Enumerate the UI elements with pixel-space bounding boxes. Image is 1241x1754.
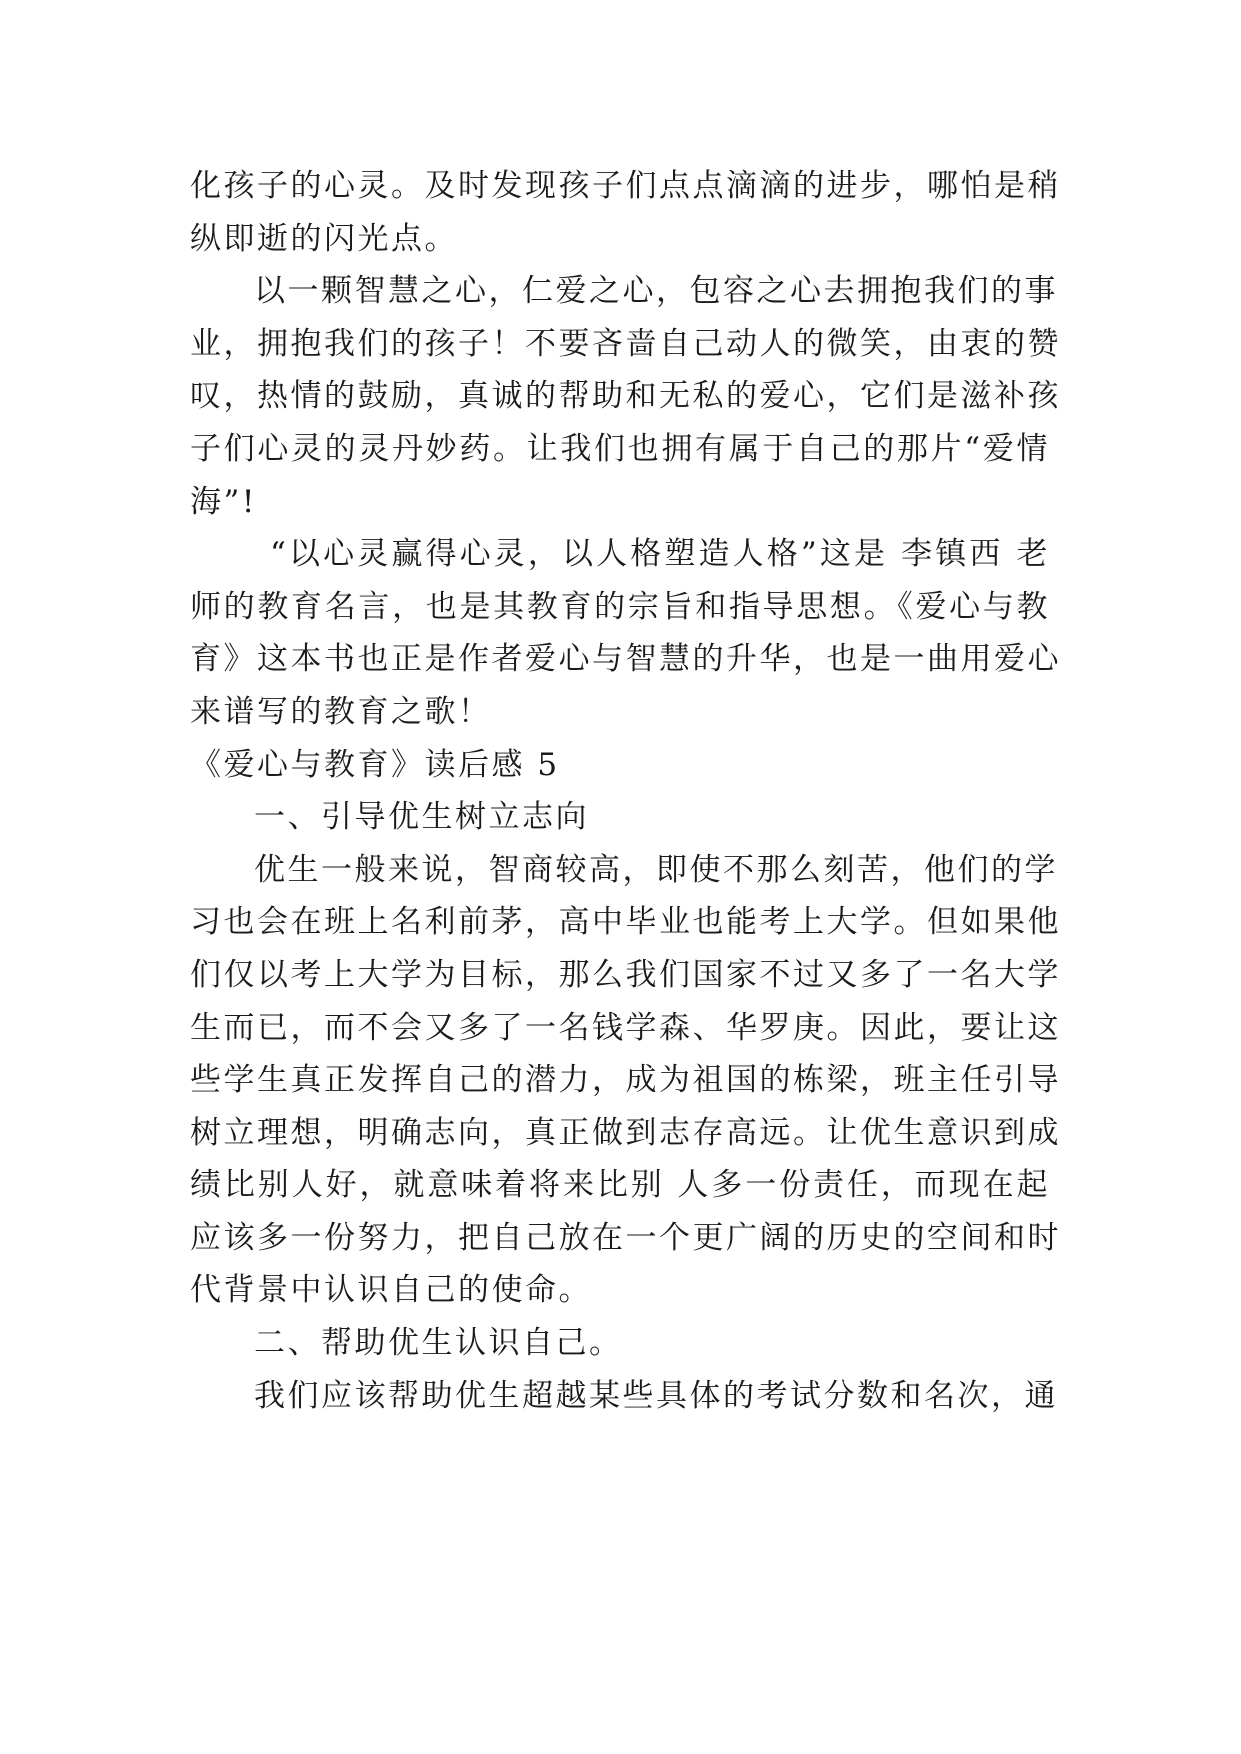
text-line: 代背景中认识自己的使命。 [190, 1272, 592, 1309]
paragraph-gifted-students [190, 844, 1061, 1317]
section-title [190, 739, 1050, 792]
document-title: 《爱心与教育》读后感 5 [190, 746, 560, 783]
paragraph-self-knowledge [190, 1370, 1058, 1423]
text-line: 绩比别人好，就意味着将来比别 人多一份责任，而现在起 [190, 1167, 1050, 1204]
paragraph-quote [190, 528, 1061, 738]
text-line: 业，拥抱我们的孩子！不要吝啬自己动人的微笑，由衷的赞 [190, 325, 1061, 362]
text-line: 育》这本书也正是作者爱心与智慧的升华，也是一曲用爱心 [190, 641, 1061, 678]
text-line: 来谱写的教育之歌！ [190, 693, 492, 730]
subheading-text: 一、引导优生树立志向 [254, 799, 589, 836]
text-line: 纵即逝的闪光点。 [190, 220, 458, 257]
text-line: “以心灵赢得心灵，以人格塑造人格”这是 李镇西 老 [270, 536, 1050, 573]
text-line: 应该多一份努力，把自己放在一个更广阔的历史的空间和时 [190, 1219, 1061, 1256]
document-body [190, 160, 1061, 1422]
text-line: 海”! [190, 483, 257, 520]
text-line: 叹，热情的鼓励，真诚的帮助和无私的爱心，它们是滋补孩 [190, 378, 1061, 415]
subheading-1 [190, 791, 1050, 844]
text-line: 们仅以考上大学为目标，那么我们国家不过又多了一名大学 [190, 956, 1061, 993]
text-line: 我们应该帮助优生超越某些具体的考试分数和名次，通 [254, 1377, 1058, 1414]
text-line: 优生一般来说，智商较高，即使不那么刻苦，他们的学 [254, 851, 1058, 888]
paragraph-wisdom [190, 265, 1061, 528]
text-line: 子们心灵的灵丹妙药。让我们也拥有属于自己的那片“爱情 [190, 430, 1050, 467]
text-line: 以一颗智慧之心，仁爱之心，包容之心去拥抱我们的事 [254, 273, 1058, 310]
text-line: 师的教育名言，也是其教育的宗旨和指导思想。《爱心与教 [190, 588, 1050, 625]
text-line: 些学生真正发挥自己的潜力，成为祖国的栋梁，班主任引导 [190, 1062, 1061, 1099]
subheading-2 [190, 1317, 1050, 1370]
text-line: 化孩子的心灵。及时发现孩子们点点滴滴的进步，哪怕是稍 [190, 168, 1061, 204]
text-line: 习也会在班上名利前茅，高中毕业也能考上大学。但如果他 [190, 904, 1061, 941]
text-line: 生而已，而不会又多了一名钱学森、华罗庚。因此，要让这 [190, 1009, 1061, 1046]
subheading-text: 二、帮助优生认识自己。 [254, 1325, 623, 1362]
text-line: 树立理想，明确志向，真正做到志存高远。让优生意识到成 [190, 1114, 1061, 1151]
paragraph-continuation [190, 160, 1061, 265]
